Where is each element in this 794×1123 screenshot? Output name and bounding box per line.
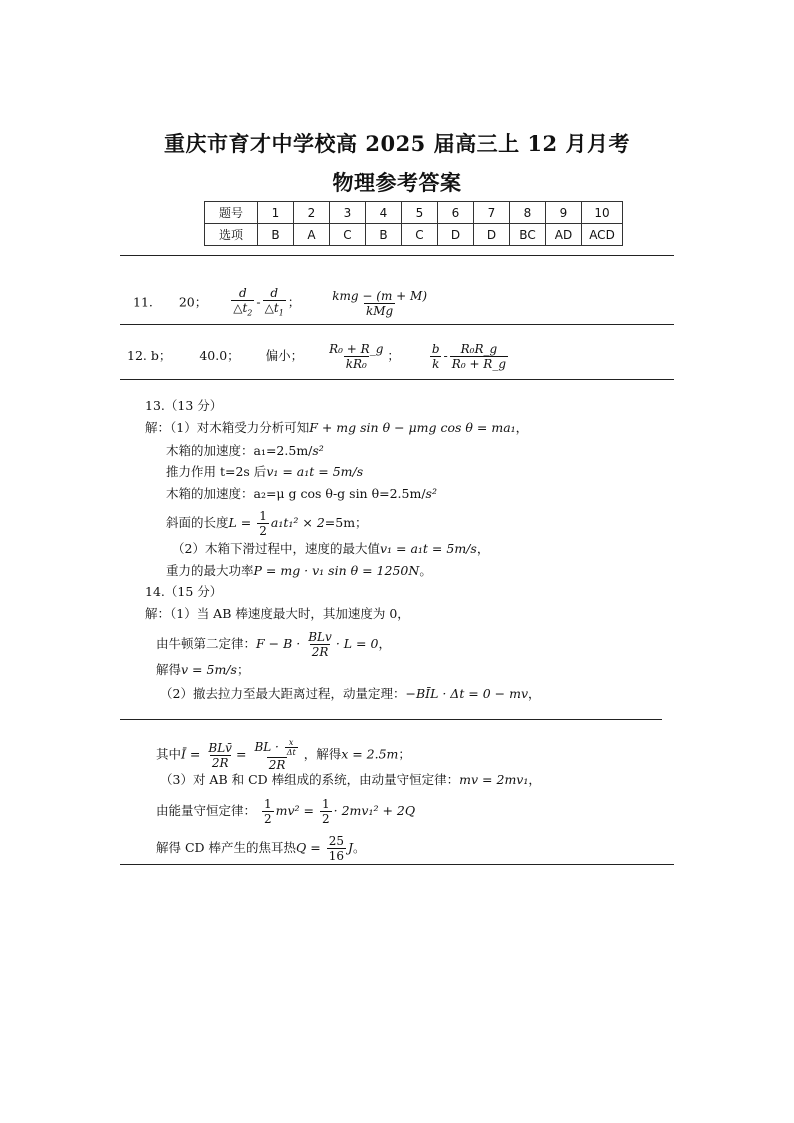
table-cell: 8 xyxy=(510,202,546,224)
table-cell: 1 xyxy=(258,202,294,224)
q14-line1: 解：（1）当 AB 棒速度最大时，其加速度为 0， xyxy=(145,606,410,621)
q14-frac-blv: $\frac{\text{BLv}}{2R}$ xyxy=(308,630,332,659)
q14-frac-half-a: $\frac{1}{2}$ xyxy=(264,797,272,826)
q14-line4: （2）撤去拉力至最大距离过程，动量定理：−BĪL · Δt = 0 − mv， xyxy=(160,686,541,701)
q12-label: 12. b； xyxy=(127,348,172,363)
q11-frac1: $\frac{d}{\triangle t_2}$ xyxy=(231,286,254,320)
q12-ans3: 偏小； xyxy=(265,348,304,363)
divider xyxy=(120,379,674,380)
answer-table xyxy=(204,201,623,246)
q14-line8: 解得 CD 棒产生的焦耳热Q = $\frac{25}{16}$ J。 xyxy=(156,834,366,863)
q12-frac1: $\frac{\text{R₀ + R\_g}}{\text{kR₀}}$ xyxy=(329,342,384,371)
table-cell: ACD xyxy=(582,224,623,246)
q12-frac2b: $\frac{\text{R₀R\_g}}{\text{R₀ + R\_g}}$ xyxy=(451,342,507,371)
divider xyxy=(120,324,674,325)
q13-line1: 解：（1）对木箱受力分析可知F + mg sin θ − μmg cos θ = ma₁， xyxy=(145,420,529,435)
table-cell: AD xyxy=(546,224,582,246)
q14-frac-blx: BL · $\frac{x}{\Delta t}$ 2R xyxy=(254,738,296,772)
q14-line5: 其中Ī = $\frac{\text{BLv̄}}{2R}$ = BL · $\frac{x}{\Delta t}$ 2R ，解得x = 2.5m； xyxy=(156,738,411,772)
table-cell: 4 xyxy=(366,202,402,224)
page-subtitle: 物理参考答案 xyxy=(332,170,462,195)
table-row xyxy=(205,224,623,246)
q12-ans2: 40.0； xyxy=(199,348,240,363)
page-title: 重庆市育才中学校高 2025 届高三上 12 月月考 xyxy=(164,131,630,156)
q14-line6: （3）对 AB 和 CD 棒组成的系统，由动量守恒定律：mv = 2mv₁， xyxy=(160,772,541,787)
q13-frac-half: $\frac{1}{2}$ xyxy=(259,509,267,538)
table-cell: 3 xyxy=(330,202,366,224)
table-cell: C xyxy=(402,224,438,246)
table-cell: D xyxy=(474,224,510,246)
q13-line5: 斜面的长度L = $\frac{1}{2}$ a₁t₁² × 2=5m； xyxy=(166,509,368,538)
table-cell: B xyxy=(366,224,402,246)
divider xyxy=(120,719,662,720)
table-row xyxy=(205,202,623,224)
q14-heading: 14.（15 分） xyxy=(145,584,223,599)
table-cell: B xyxy=(258,224,294,246)
table-cell: C xyxy=(330,224,366,246)
q11-frac2: $\frac{d}{\triangle t_1}$ xyxy=(263,286,286,320)
q14-frac-25-16: $\frac{25}{16}$ xyxy=(328,834,345,863)
table-cell: 7 xyxy=(474,202,510,224)
q11-line: 11. 20； $\frac{d}{\triangle t_2}$ - $\frac{d}{\triangle t_1}$ ； $\frac{\text{kmg − (m + M)}}{\text{kMg}}$ xyxy=(133,286,431,320)
q13-line3: 推力作用 t=2s 后v₁ = a₁t = 5m/s xyxy=(166,464,364,479)
q13-line7: 重力的最大功率P = mg · v₁ sin θ = 1250N。 xyxy=(166,563,432,578)
table-cell: BC xyxy=(510,224,546,246)
q12-line: 12. b； 40.0； 偏小； $\frac{\text{R₀ + R\_g}}{\text{kR₀}}$ ； $\frac{b}{k}$ - $\frac{\text{R₀R\_g}}{\text{R₀ + R\_g}}$ xyxy=(127,342,507,371)
q13-line4: 木箱的加速度：a₂=μ g cos θ-g sin θ=2.5m/s² xyxy=(166,486,437,501)
divider xyxy=(120,864,674,865)
q14-frac-blvbar: $\frac{\text{BLv̄}}{2R}$ xyxy=(208,740,232,770)
table-cell: A xyxy=(294,224,330,246)
q14-frac-x-dt: $\frac{x}{\Delta t}$ xyxy=(286,738,296,757)
q12-frac2a: $\frac{b}{k}$ xyxy=(431,342,440,371)
q14-line3: 解得v = 5m/s； xyxy=(156,662,250,677)
table-cell: D xyxy=(438,224,474,246)
table-cell: 题号 xyxy=(205,202,258,224)
table-cell: 6 xyxy=(438,202,474,224)
q14-line2: 由牛顿第二定律：F − B · $\frac{\text{BLv}}{2R}$ · L = 0， xyxy=(156,630,391,659)
q13-line2: 木箱的加速度：a₁=2.5m/s² xyxy=(166,443,324,458)
divider xyxy=(120,255,674,256)
q11-label: 11. xyxy=(133,294,153,310)
q11-frac3: $\frac{\text{kmg − (m + M)}}{\text{kMg}}$ xyxy=(332,288,427,318)
table-cell: 9 xyxy=(546,202,582,224)
table-cell: 2 xyxy=(294,202,330,224)
table-cell: 10 xyxy=(582,202,623,224)
table-cell: 选项 xyxy=(205,224,258,246)
table-cell: 5 xyxy=(402,202,438,224)
q13-line6: （2）木箱下滑过程中，速度的最大值v₁ = a₁t = 5m/s， xyxy=(172,541,490,556)
q14-frac-half-b: $\frac{1}{2}$ xyxy=(322,797,330,826)
q13-heading: 13.（13 分） xyxy=(145,398,223,413)
q14-line7: 由能量守恒定律： $\frac{1}{2}$ mv² = $\frac{1}{2}$ · 2mv₁² + 2Q xyxy=(156,797,416,826)
q11-ans1: 20； xyxy=(178,294,208,310)
